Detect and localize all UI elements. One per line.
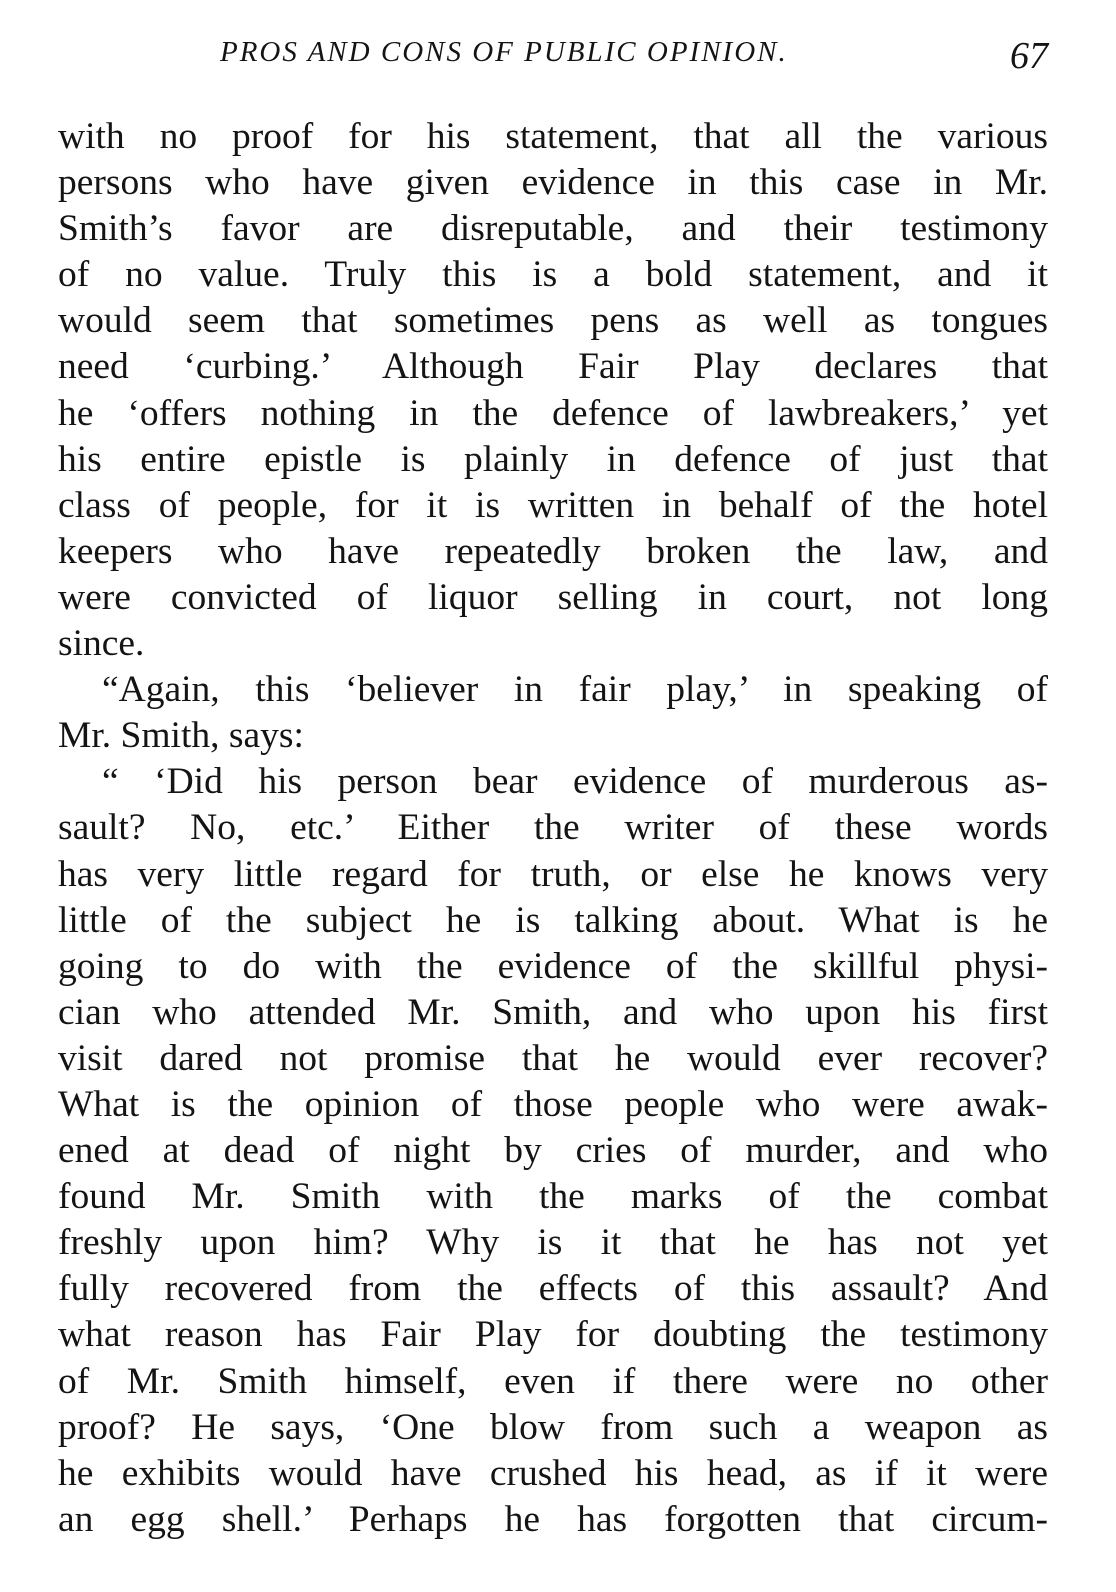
page-number: 67 [1010, 35, 1048, 77]
text-line: ened at dead of night by cries of murder, and who [58, 1130, 1048, 1172]
running-head [200, 35, 1048, 77]
text-line: sault? No, etc.’ Either the writer of these words [58, 807, 1048, 849]
paragraph-1 [58, 114, 1048, 667]
text-line: of Mr. Smith himself, even if there were no other [58, 1360, 1048, 1402]
text-line: What is the opinion of those people who were awak- [58, 1083, 1048, 1125]
text-line: keepers who have repeatedly broken the law, and [58, 530, 1048, 572]
text-line: need ‘curbing.’ Although Fair Play declares that [58, 346, 1048, 388]
text-line: since. [58, 623, 145, 665]
text-line: persons who have given evidence in this case in Mr. [58, 162, 1048, 204]
paragraph-2 [58, 667, 1048, 759]
text-line: he exhibits would have crushed his head, as if it were [58, 1452, 1048, 1494]
text-line: Smith’s favor are disreputable, and their testimony [58, 208, 1048, 250]
text-line: he ‘offers nothing in the defence of lawbreakers,’ yet [58, 392, 1048, 434]
text-line: what reason has Fair Play for doubting the testimony [58, 1314, 1048, 1356]
text-line: with no proof for his statement, that all the various [58, 116, 1048, 157]
text-line: going to do with the evidence of the skillful physi- [58, 945, 1048, 987]
text-line: of no value. Truly this is a bold statement, and it [58, 254, 1048, 296]
text-line: were convicted of liquor selling in court, not long [58, 576, 1048, 618]
text-line: proof? He says, ‘One blow from such a weapon as [58, 1406, 1048, 1448]
text-line: “ ‘Did his person bear evidence of murderous as- [102, 761, 1048, 803]
text-line: Mr. Smith, says: [58, 715, 304, 757]
text-line: visit dared not promise that he would ever recover? [58, 1037, 1048, 1079]
text-line: has very little regard for truth, or else he knows very [58, 853, 1048, 895]
text-line: would seem that sometimes pens as well as tongues [58, 300, 1048, 342]
text-line: cian who attended Mr. Smith, and who upon his first [58, 991, 1048, 1033]
text-line: freshly upon him? Why is it that he has not yet [58, 1222, 1048, 1264]
text-line: found Mr. Smith with the marks of the combat [58, 1176, 1048, 1218]
body-text [58, 114, 1048, 1543]
text-line: “Again, this ‘believer in fair play,’ in speaking of [102, 669, 1048, 711]
paragraph-3 [58, 759, 1048, 1543]
text-line: class of people, for it is written in behalf of the hotel [58, 484, 1048, 526]
text-line: fully recovered from the effects of this assault? And [58, 1268, 1048, 1310]
running-title: PROS AND CONS OF PUBLIC OPINION. [220, 36, 788, 68]
text-line: little of the subject he is talking about. What is he [58, 899, 1048, 941]
text-line: an egg shell.’ Perhaps he has forgotten that circum- [58, 1498, 1048, 1540]
text-line: his entire epistle is plainly in defence of just that [58, 438, 1048, 480]
